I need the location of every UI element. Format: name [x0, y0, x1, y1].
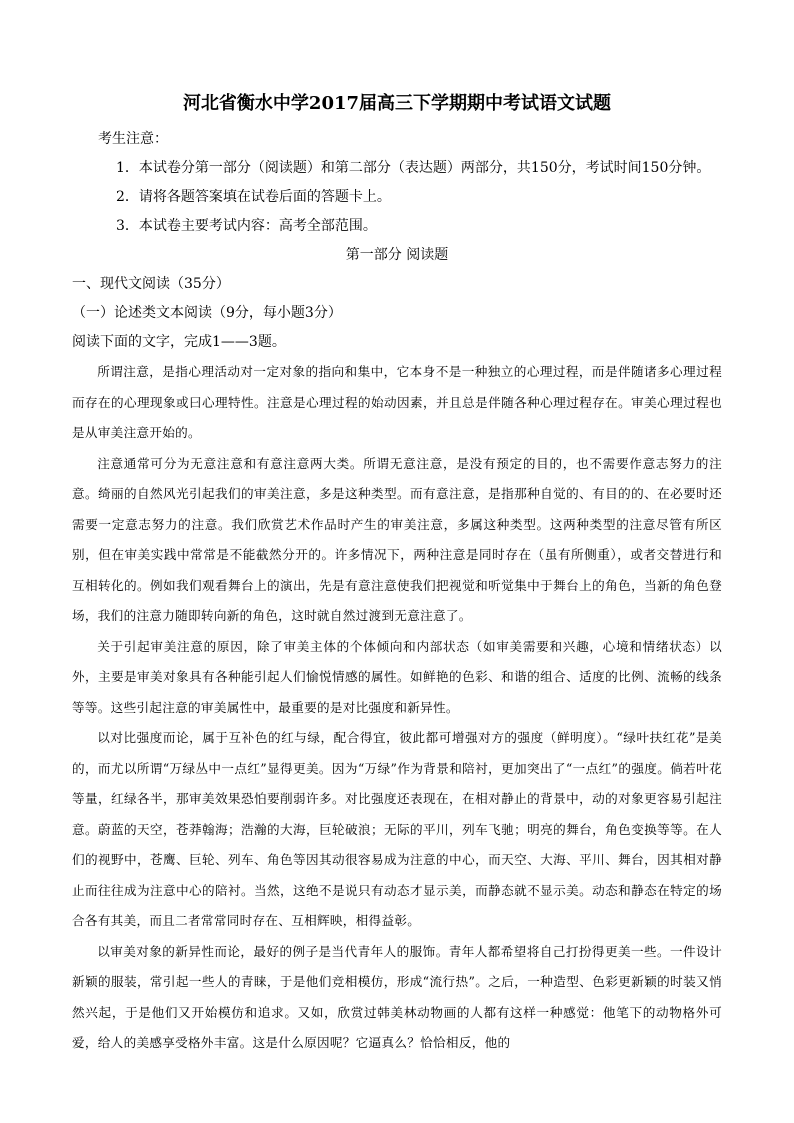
- passage-paragraph-4: 以对比强度而论，属于互补色的红与绿，配合得宜，彼此都可增强对方的强度（鲜明度）。“绿叶扶红花”是美的，而尤以所谓“万绿丛中一点红”显得更美。因为“万绿”作为背景和陪衬，更加突出了“一点红”的强度。倘若叶花等量，红绿各半，那审美效果恐怕要削弱许多。对比强度还表现在，在相对静止的背景中，动的对象更容易引起注意。蔚蓝的天空，苍莽翰海；浩瀚的大海，巨轮破浪；无际的平川，列车飞驰；明亮的舞台，角色变换等等。在人们的视野中，苍鹰、巨轮、列车、角色等因其动很容易成为注意的中心，而天空、大海、平川、舞台，因其相对静止而往往成为注意中心的陪衬。当然，这绝不是说只有动态才显示美，而静态就不显示美。动态和静态在特定的场合各有其美，而且二者常常同时存在、互相辉映，相得益彰。: [72, 730, 722, 928]
- passage-paragraph-1: 所谓注意，是指心理活动对一定对象的指向和集中，它本身不是一种独立的心理过程，而是伴随诸多心理过程而存在的心理现象或曰心理特性。注意是心理过程的始动因素，并且总是伴随各种心理过程存在。审美心理过程也是从审美注意开始的。: [72, 364, 722, 440]
- passage-paragraph-5: 以审美对象的新异性而论，最好的例子是当代青年人的服饰。青年人都希望将自己打扮得更美一些。一件设计新颖的服装，常引起一些人的青睐，于是他们竞相模仿，形成“流行热”。之后，一种造型、色彩更新颖的时装又悄然兴起，于是他们又开始模仿和追求。又如，欣赏过韩美林动物画的人都有这样一种感觉：他笔下的动物格外可爱，给人的美感享受格外丰富。这是什么原因呢？它逼真么？恰恰相反，他的: [72, 943, 722, 1050]
- notice-item-1: 1．本试卷分第一部分（阅读题）和第二部分（表达题）两部分，共150分，考试时间150分钟。: [116, 160, 711, 176]
- reading-instruction: 阅读下面的文字，完成1——3题。: [72, 334, 286, 350]
- notice-item-2: 2．请将各题答案填在试卷后面的答题卡上。: [116, 189, 391, 205]
- part-title: 第一部分 阅读题: [345, 247, 449, 263]
- exam-title: 河北省衡水中学2017届高三下学期期中考试语文试题: [182, 93, 612, 114]
- subsection-heading: （一）论述类文本阅读（9分，每小题3分）: [72, 305, 342, 321]
- notice-item-3: 3．本试卷主要考试内容：高考全部范围。: [116, 218, 377, 234]
- section-heading: 一、现代文阅读（35分）: [72, 276, 230, 292]
- passage-paragraph-3: 关于引起审美注意的原因，除了审美主体的个体倾向和内部状态（如审美需要和兴趣，心境和情绪状态）以外，主要是审美对象具有各种能引起人们愉悦情感的属性。如鲜艳的色彩、和谐的组合、适度的比例、流畅的线条等等。这些引起注意的审美属性中，最重要的是对比强度和新异性。: [72, 638, 722, 715]
- passage-paragraph-2: 注意通常可分为无意注意和有意注意两大类。所谓无意注意，是没有预定的目的，也不需要作意志努力的注意。绮丽的自然风光引起我们的审美注意，多是这种类型。而有意注意，是指那种自觉的、有目的的、在必要时还需要一定意志努力的注意。我们欣赏艺术作品时产生的审美注意，多属这种类型。这两种类型的注意尽管有所区别，但在审美实践中常常是不能截然分开的。许多情况下，两种注意是同时存在（虽有所侧重），或者交替进行和互相转化的。例如我们观看舞台上的演出，先是有意注意使我们把视觉和听觉集中于舞台上的角色，当新的角色登场，我们的注意力随即转向新的角色，这时就自然过渡到无意注意了。: [72, 455, 722, 623]
- notice-heading: 考生注意：: [98, 131, 168, 147]
